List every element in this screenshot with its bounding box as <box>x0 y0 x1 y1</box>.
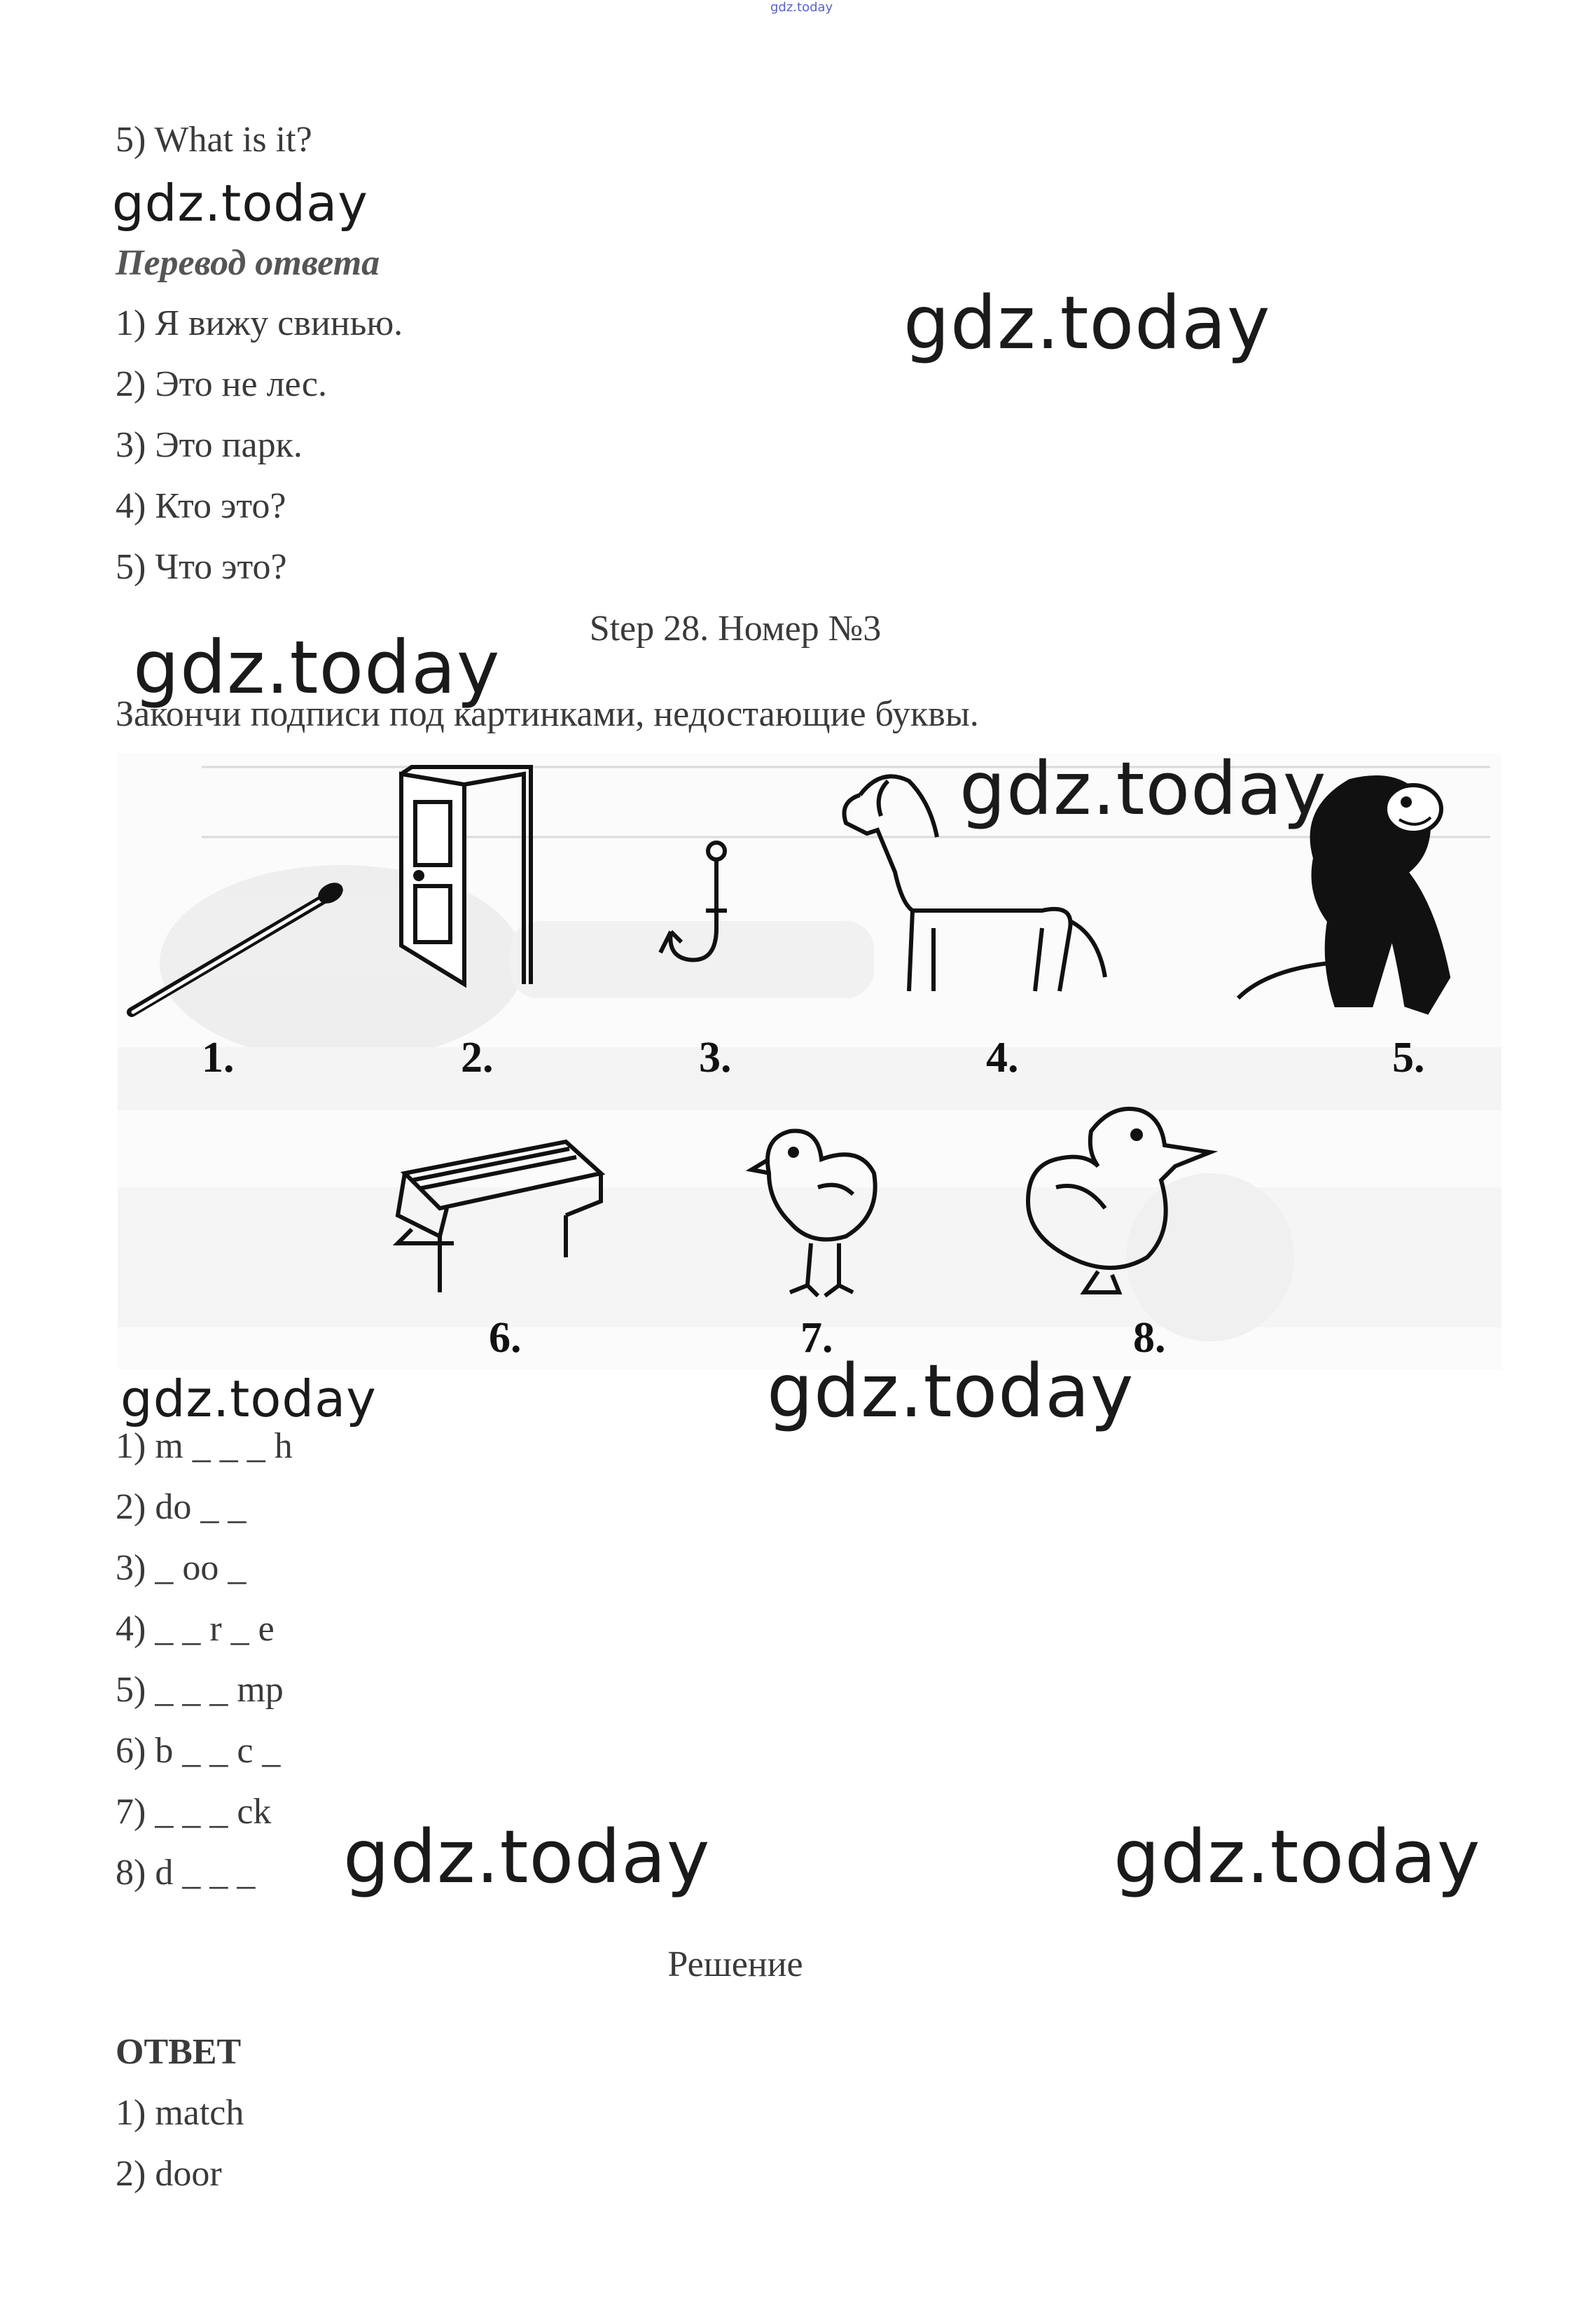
solution-label: Решение <box>667 1944 803 1984</box>
watermark: gdz.today <box>1113 1814 1481 1900</box>
previous-answer-line: 5) What is it? <box>116 120 312 160</box>
task-line: 7) _ _ _ ck <box>116 1792 272 1832</box>
translation-line: 4) Кто это? <box>116 486 286 526</box>
instruction: Закончи подписи под картинками, недостающие буквы. <box>116 694 979 734</box>
picture-number: 4. <box>986 1034 1019 1082</box>
translation-line: 2) Это не лес. <box>116 364 327 404</box>
watermark: gdz.today <box>343 1814 711 1900</box>
picture-number: 2. <box>461 1034 494 1082</box>
header-watermark: gdz.today <box>770 0 833 15</box>
picture-number: 7. <box>800 1314 833 1362</box>
picture-number: 5. <box>1392 1034 1425 1082</box>
exercise-title: Step 28. Номер №3 <box>589 609 882 649</box>
watermark: gdz.today <box>112 174 368 233</box>
answer-line: 1) match <box>116 2093 244 2133</box>
task-line: 6) b _ _ c _ <box>116 1731 281 1771</box>
translation-line: 5) Что это? <box>116 547 287 587</box>
picture-number: 3. <box>699 1034 732 1082</box>
watermark: gdz.today <box>959 746 1327 831</box>
translation-line: 1) Я вижу свинью. <box>116 303 403 343</box>
task-line: 4) _ _ r _ e <box>116 1609 275 1649</box>
translation-heading: Перевод ответа <box>116 243 380 283</box>
task-line: 8) d _ _ _ <box>116 1853 256 1893</box>
watermark: gdz.today <box>120 1369 377 1428</box>
watermark: gdz.today <box>767 1348 1134 1434</box>
picture-number: 8. <box>1133 1314 1166 1362</box>
answer-heading: ОТВЕТ <box>116 2032 242 2072</box>
watermark: gdz.today <box>133 625 501 710</box>
translation-line: 3) Это парк. <box>116 425 303 465</box>
picture-number: 6. <box>489 1314 522 1362</box>
task-line: 5) _ _ _ mp <box>116 1670 284 1710</box>
task-line: 2) do _ _ <box>116 1487 247 1527</box>
watermark: gdz.today <box>903 280 1271 366</box>
answer-line: 2) door <box>116 2154 222 2194</box>
picture-number: 1. <box>202 1034 235 1082</box>
task-line: 1) m _ _ _ h <box>116 1426 293 1466</box>
exercise-illustration <box>118 753 1501 1369</box>
task-line: 3) _ oo _ <box>116 1548 247 1588</box>
